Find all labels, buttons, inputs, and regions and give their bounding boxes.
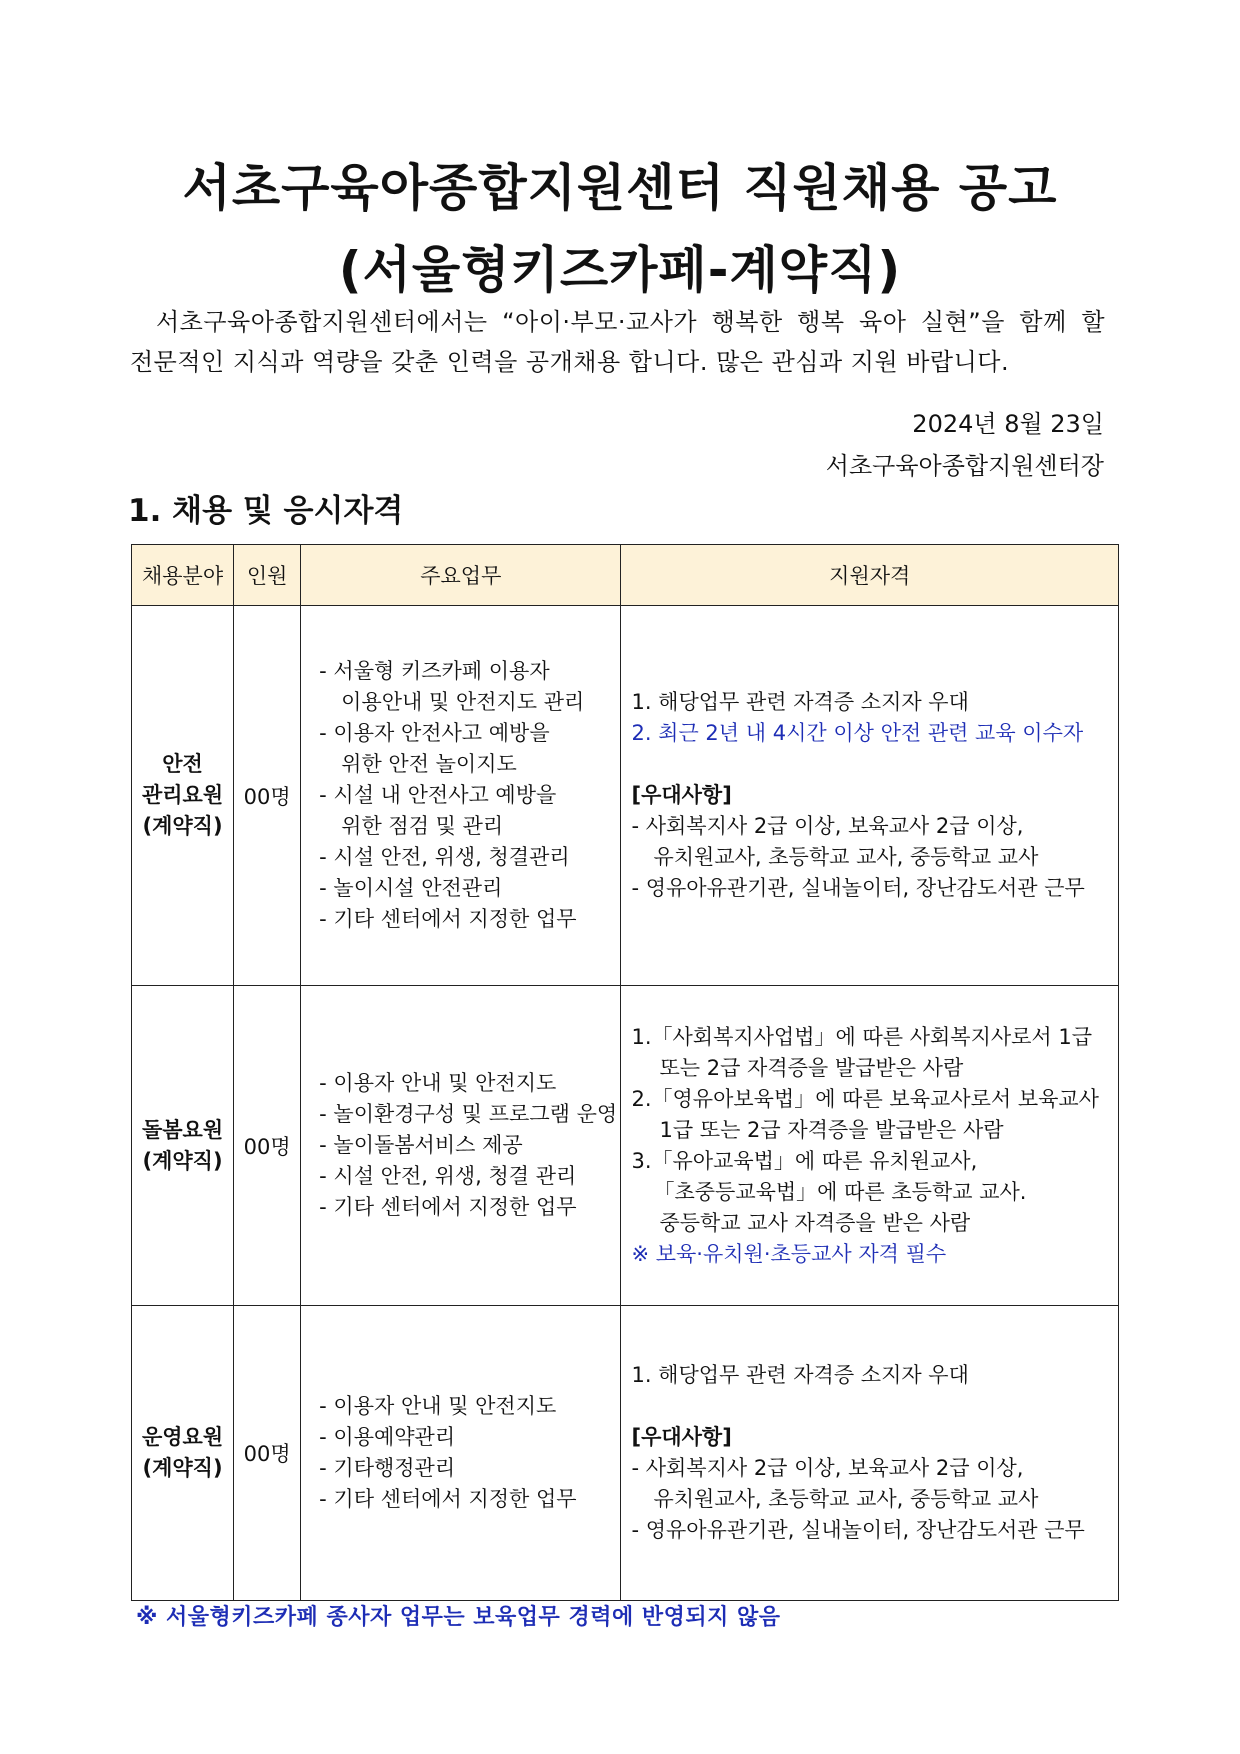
count-cell: 00명 <box>234 986 301 1306</box>
footnote: ※ 서울형키즈카페 종사자 업무는 보육업무 경력에 반영되지 않음 <box>136 1605 781 1630</box>
intro-paragraph <box>130 302 1105 382</box>
field-cell: 돌봄요원 (계약직) <box>132 986 234 1306</box>
header-qualifications: 지원자격 <box>621 545 1119 606</box>
header-field: 채용분야 <box>132 545 234 606</box>
issuer-name: 서초구육아종합지원센터장 <box>825 452 1104 480</box>
recruitment-table <box>131 544 1119 1601</box>
count-cell: 00명 <box>234 1306 301 1601</box>
table-header-row <box>132 545 1119 606</box>
count-cell: 00명 <box>234 606 301 986</box>
table-row <box>132 986 1119 1306</box>
header-duties: 주요업무 <box>301 545 621 606</box>
duties-cell: - 이용자 안내 및 안전지도 - 놀이환경구성 및 프로그램 운영 - 놀이돌봄서비스 제공 - 시설 안전, 위생, 청결 관리 - 기타 센터에서 지정한 업무 <box>301 986 621 1306</box>
page-subtitle: (서울형키즈카페-계약직) <box>338 241 902 299</box>
page-title: 서초구육아종합지원센터 직원채용 공고 <box>182 159 1058 217</box>
intro-line: 전문적인 지식과 역량을 갖춘 인력을 공개채용 합니다. 많은 관심과 지원 바랍니다. <box>130 348 1010 376</box>
field-cell: 운영요원 (계약직) <box>132 1306 234 1601</box>
qualifications-cell: 1. 해당업무 관련 자격증 소지자 우대 [우대사항] - 사회복지사 2급 이상, 보육교사 2급 이상, 유치원교사, 초등학교 교사, 중등학교 교사 - 영유아유관기관, 실내놀이터, 장난감도서관 근무 <box>621 1306 1119 1601</box>
duties-cell: - 이용자 안내 및 안전지도 - 이용예약관리 - 기타행정관리 - 기타 센터에서 지정한 업무 <box>301 1306 621 1601</box>
field-cell: 안전 관리요원 (계약직) <box>132 606 234 986</box>
section-heading: 1. 채용 및 응시자격 <box>128 493 404 529</box>
table-row <box>132 606 1119 986</box>
duties-cell: - 서울형 키즈카페 이용자 이용안내 및 안전지도 관리 - 이용자 안전사고 예방을 위한 안전 놀이지도 - 시설 내 안전사고 예방을 위한 점검 및 관리 - 시설 안전, 위생, 청결관리 - 놀이시설 안전관리 - 기타 센터에서 지정한 업무 <box>301 606 621 986</box>
qualifications-cell: 1.「사회복지사업법」에 따른 사회복지사로서 1급 또는 2급 자격증을 발급받은 사람 2.「영유아보육법」에 따른 보육교사로서 보육교사 1급 또는 2급 자격증을 발급받은 사람 3.「유아교육법」에 따른 유치원교사, 「초중등교육법」에 따른 초등학교 교사. 중등학교 교사 자격증을 받은 사람 ※ 보육·유치원·초등교사 자격 필수 <box>621 986 1119 1306</box>
intro-line: 서초구육아종합지원센터에서는 “아이·부모·교사가 행복한 행복 육아 실현”을 함께 할 <box>156 308 1105 336</box>
table-row <box>132 1306 1119 1601</box>
announcement-date: 2024년 8월 23일 <box>912 410 1104 438</box>
qualifications-cell: 1. 해당업무 관련 자격증 소지자 우대 2. 최근 2년 내 4시간 이상 안전 관련 교육 이수자 [우대사항] - 사회복지사 2급 이상, 보육교사 2급 이상, 유치원교사, 초등학교 교사, 중등학교 교사 - 영유아유관기관, 실내놀이터, 장난감도서관 근무 <box>621 606 1119 986</box>
header-count: 인원 <box>234 545 301 606</box>
